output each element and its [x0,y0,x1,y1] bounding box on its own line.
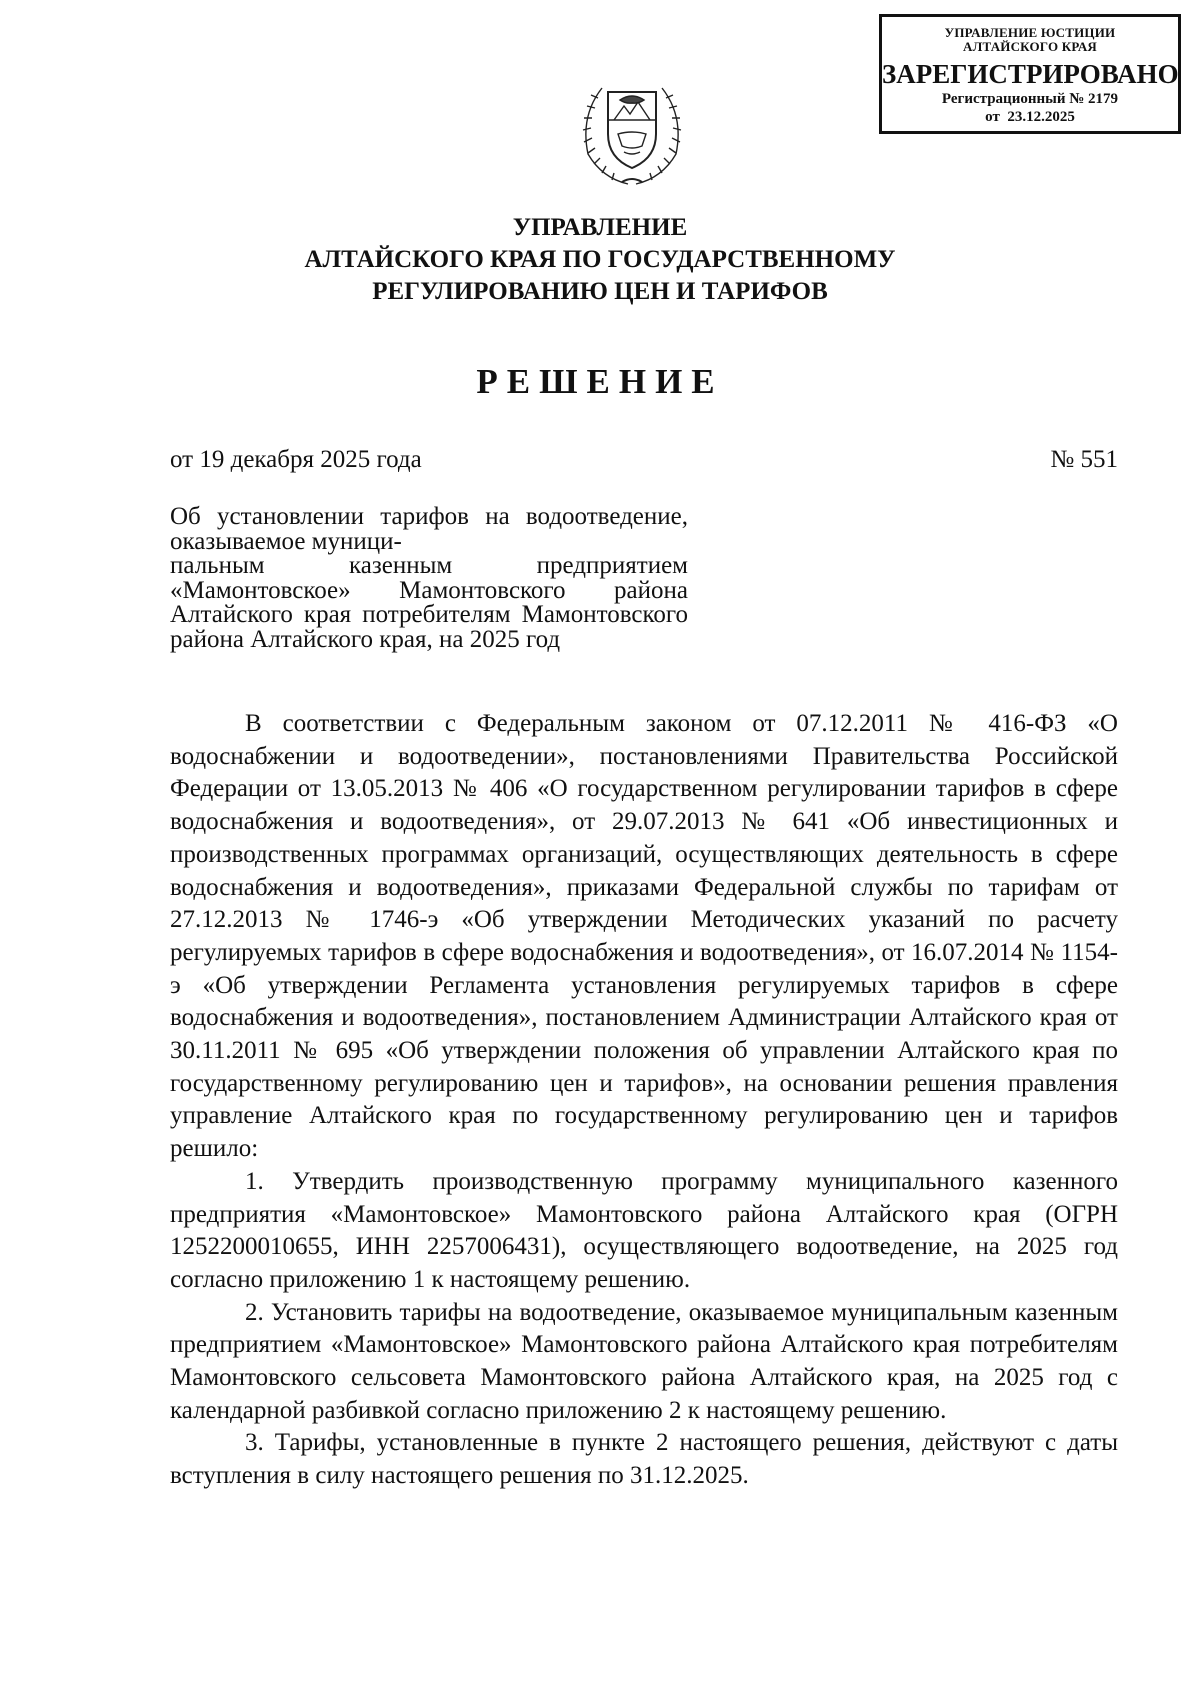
stamp-date: от 23.12.2025 [985,109,1075,125]
stamp-title: ЗАРЕГИСТРИРОВАНО [882,59,1179,89]
authority-line-1: УПРАВЛЕНИЕ [512,214,688,241]
document-date: от 19 декабря 2025 года [170,446,422,473]
altai-coat-of-arms-icon [568,70,696,188]
issuing-authority [200,212,1000,308]
authority-line-2: АЛТАЙСКОГО КРАЯ ПО ГОСУДАРСТВЕННОМУ [304,246,896,273]
decision-item-2: 2. Установить тарифы на водоотведение, оказываемое муниципальным казенным предприятием «Мамонтовское» Мамонтовского района Алтайского края потребителям Мамонтовского сельсовета Мамонтовского района Алтайского края, на 2025 год с календарной разбивкой согласно приложению 2 к настоящему решению. [170,1298,1118,1424]
preamble-paragraph: В соответствии с Федеральным законом от 07.12.2011 № 416-ФЗ «О водоснабжении и водоотведении», постановлениями Правительства Российской Федерации от 13.05.2013 № 406 «О государственном регулировании тарифов в сфере водоснабжения и водоотведения», от 29.07.2013 № 641 «Об инвестиционных и производственных программах организаций, осуществляющих деятельность в сфере водоснабжения и водоотведения», приказами Федеральной службы по тарифам от 27.12.2013 № 1746-э «Об утверждении Методических указаний по расчету регулируемых тарифов в сфере водоснабжения и водоотведения», от 16.07.2014 № 1154-э «Об утверждении Регламента установления регулируемых тарифов в сфере водоснабжения и водоотведения», постановлением Администрации Алтайского края от 30.11.2011 № 695 «Об утверждении положения об управлении Алтайского края по государственному регулированию цен и тарифов», на основании решения правления управление Алтайского края по государственному регулированию цен и тарифов решило: [170,710,1118,1163]
document-body [170,708,1118,1493]
document-subject: Об установлении тарифов на водоотведение, оказываемое муници- пальным казенным предприятием «Мамонтовское» Мамонтовского района Алтайского края потребителям Мамонтовского района Алтайского края, на 2025 год [170,503,688,653]
registration-stamp [879,14,1181,134]
document-number: № 551 [1050,446,1118,473]
stamp-registration-number: Регистрационный № 2179 [941,91,1119,107]
decision-item-1: 1. Утвердить производственную программу муниципального казенного предприятия «Мамонтовское» Мамонтовского района Алтайского края (ОГРН 1252200010655, ИНН 2257006431), осуществляющего водоотведение, на 2025 год согласно приложению 1 к настоящему решению. [170,1167,1118,1293]
decision-item-3: 3. Тарифы, установленные в пункте 2 настоящего решения, действуют с даты вступления в силу настоящего решения по 31.12.2025. [170,1429,1118,1490]
stamp-organization: УПРАВЛЕНИЕ ЮСТИЦИИ АЛТАЙСКОГО КРАЯ [944,25,1116,54]
authority-line-3: РЕГУЛИРОВАНИЮ ЦЕН И ТАРИФОВ [372,278,828,305]
document-type: РЕШЕНИЕ [476,362,724,401]
